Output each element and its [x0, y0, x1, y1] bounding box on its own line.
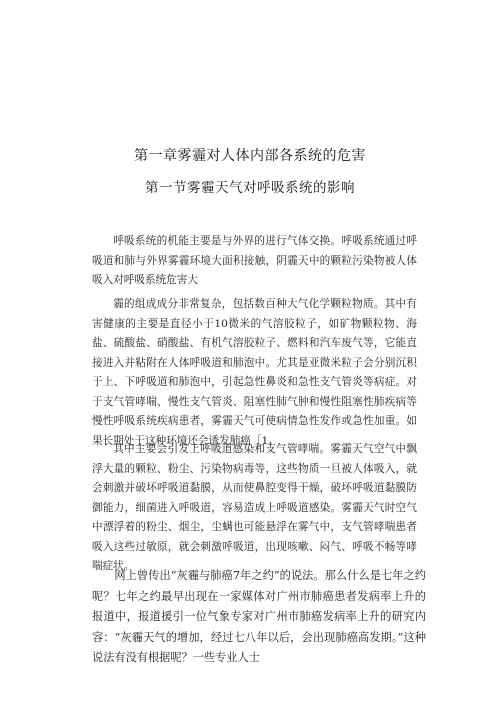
paragraph-haze-composition: 霾的组成成分非常复杂，包括数百种大气化学颗粒物质。其中有害健康的主要是直径小于10微米的气溶胶粒子，如矿物颗粒物、海盐、硫酸盐、硝酸盐、有机气溶胶粒子、燃料和汽车废气等，它能直接进入并粘附在人体呼吸道和肺泡中。尤其是亚微米粒子会分别沉积于上、下呼吸道和肺泡中，引起急性鼻炎和急性支气管炎等病症。对于支气管哮喘、慢性支气管炎、阻塞性肺气肿和慢性阻塞性肺疾病等慢性呼吸系统疾病患者，雾霾天气可使病情急性发作或急性加重。如果长期处于这种环境还会诱发肺癌［1。	[92, 298, 417, 447]
chapter-title: 第一章雾霾对人体内部各系统的危害	[134, 148, 366, 164]
paragraph-respiratory-infection: 其中主要会引发上呼吸道感染和支气管哮喘。雾霾天气空气中飘浮大量的颗粒、粉尘、污染物病毒等，这些物质一旦被人体吸入，就会刺激并破坏呼吸道黏膜，从而使鼻腔变得干燥，破坏呼吸道黏膜防御能力，细菌进入呼吸道，容易造成上呼吸道感染。雾霾天气时空气中漂浮着的粉尘、烟尘，尘螨也可能悬浮在雾气中，支气管哮喘患者吸入这些过敏原，就会刺激呼吸道，出现咳嗽、闷气、呼吸不畅等哮喘症状。	[92, 443, 417, 572]
paragraph-respiratory-function: 呼吸系统的机能主要是与外界的进行气体交换。呼吸系统通过呼吸道和肺与外界雾霾环境大面积接触，阴霾天中的颗粒污染物被人体吸入对呼吸系统危害大	[92, 235, 417, 286]
section-title: 第一节雾霾天气对呼吸系统的影响	[145, 180, 355, 196]
paragraph-seven-year-claim: 网上曾传出“灰霾与肺癌7年之约”的说法。那么什么是七年之约呢？七年之约最早出现在一家媒体对广州市肺癌患者发病率上升的报道中，报道援引一位气象专家对广州市肺癌发病率上升的研究内容：“灰霾天气的增加，经过七八年以后，会出现肺癌高发期。”这种说法有没有根据呢？一些专业人士	[92, 569, 426, 664]
